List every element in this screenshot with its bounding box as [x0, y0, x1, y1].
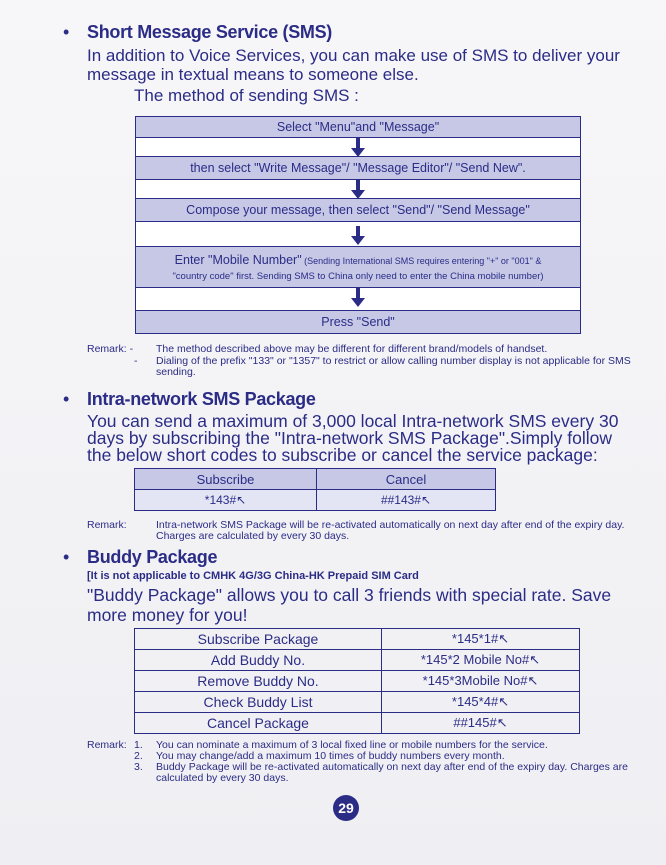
sms-remark-2: Dialing of the prefix "133" or "1357" to restrict or allow calling number display is not applicable for SMS sending.	[156, 355, 631, 378]
buddy-remark-label: Remark:	[87, 739, 127, 751]
flow-step-3: Compose your message, then select "Send"/ "Send Message"	[135, 198, 581, 222]
down-arrow-icon	[350, 288, 366, 308]
intra-heading: Intra-network SMS Package	[87, 389, 316, 409]
flow-step-2: then select "Write Message"/ "Message Editor"/ "Send New".	[135, 156, 581, 180]
buddy-codes-table	[134, 628, 580, 734]
step4-main: Enter "Mobile Number"	[174, 253, 302, 267]
down-arrow-icon	[350, 226, 366, 246]
bullet: •	[63, 547, 70, 567]
code-text: ##145#	[453, 715, 497, 730]
buddy-row-code	[382, 650, 580, 671]
flow-step-1: Select "Menu"and "Message"	[135, 116, 581, 138]
code-text: *145*2 Mobile No#	[420, 652, 530, 667]
buddy-row-code	[382, 692, 580, 713]
buddy-remark-num: 2.	[134, 750, 143, 762]
intra-body: You can send a maximum of 3,000 local Intra-network SMS every 30 days by subscribing the "Intra-network SMS Package".Simply follow the below short codes to subscribe or cancel the service package:	[87, 411, 619, 465]
buddy-remark-num: 1.	[134, 739, 143, 751]
intra-codes-table	[134, 468, 496, 511]
intra-header-cancel: Cancel	[317, 469, 496, 490]
buddy-remark-num: 3.	[134, 761, 143, 773]
buddy-body: "Buddy Package" allows you to call 3 friends with special rate. Save more money for you!	[87, 585, 612, 625]
send-key-icon: ↖	[498, 631, 510, 646]
page-number-badge: 29	[333, 795, 359, 821]
intra-code-subscribe	[135, 490, 317, 511]
buddy-row-action: Check Buddy List	[135, 692, 382, 713]
intra-header-subscribe: Subscribe	[135, 469, 317, 490]
buddy-row-action: Cancel Package	[135, 713, 382, 734]
sms-intro: In addition to Voice Services, you can make use of SMS to deliver your message in textual means to someone else.	[87, 46, 620, 84]
send-key-icon: ↖	[496, 715, 508, 730]
buddy-row-action: Remove Buddy No.	[135, 671, 382, 692]
buddy-remark-text: Buddy Package will be re-activated automatically on next day after end of the expiry day. Charges are calculated by every 30 days.	[156, 761, 628, 784]
buddy-remark-text: You can nominate a maximum of 3 local fixed line or mobile numbers for the service.	[156, 739, 548, 751]
down-arrow-icon	[350, 180, 366, 200]
buddy-row-action: Subscribe Package	[135, 629, 382, 650]
code-text: ##143#	[380, 493, 421, 507]
buddy-row-code	[382, 629, 580, 650]
sms-method-label: The method of sending SMS :	[134, 86, 359, 105]
send-key-icon: ↖	[498, 694, 510, 709]
buddy-remark-text: You may change/add a maximum 10 times of buddy numbers every month.	[156, 750, 505, 762]
buddy-row-action: Add Buddy No.	[135, 650, 382, 671]
send-key-icon: ↖	[236, 493, 247, 507]
bullet: •	[63, 22, 70, 42]
code-text: *145*1#	[451, 631, 499, 646]
buddy-row-code	[382, 713, 580, 734]
buddy-heading: Buddy Package	[87, 547, 218, 567]
step4-line2: "country code" first. Sending SMS to China only need to enter the China mobile number)	[172, 271, 544, 282]
intra-code-cancel	[317, 490, 496, 511]
buddy-row-code	[382, 671, 580, 692]
sms-remark-label: Remark: -	[87, 343, 134, 355]
buddy-note: [It is not applicable to CMHK 4G/3G China-HK Prepaid SIM Card	[87, 570, 419, 582]
send-key-icon: ↖	[527, 673, 539, 688]
intra-remark-label: Remark:	[87, 519, 127, 531]
flow-step-4: Press "Send"	[135, 310, 581, 334]
code-text: *143#	[204, 493, 237, 507]
sms-heading: Short Message Service (SMS)	[87, 22, 332, 42]
code-text: *145*4#	[451, 694, 499, 709]
sms-remark-1: The method described above may be different for different brand/models of handset.	[156, 343, 548, 355]
send-key-icon: ↖	[529, 652, 541, 667]
step4-note: (Sending International SMS requires entering "+" or "001" &	[301, 256, 542, 266]
down-arrow-icon	[350, 138, 366, 158]
send-key-icon: ↖	[420, 493, 432, 507]
code-text: *145*3Mobile No#	[422, 673, 528, 688]
flow-step-enter-number	[135, 246, 581, 288]
intra-remark: Intra-network SMS Package will be re-activated automatically on next day after end of the expiry day. Charges are calculated by every 30 days.	[156, 519, 625, 542]
sms-flowchart	[135, 116, 581, 334]
sms-remark-dash: -	[134, 355, 138, 367]
bullet: •	[63, 389, 70, 409]
